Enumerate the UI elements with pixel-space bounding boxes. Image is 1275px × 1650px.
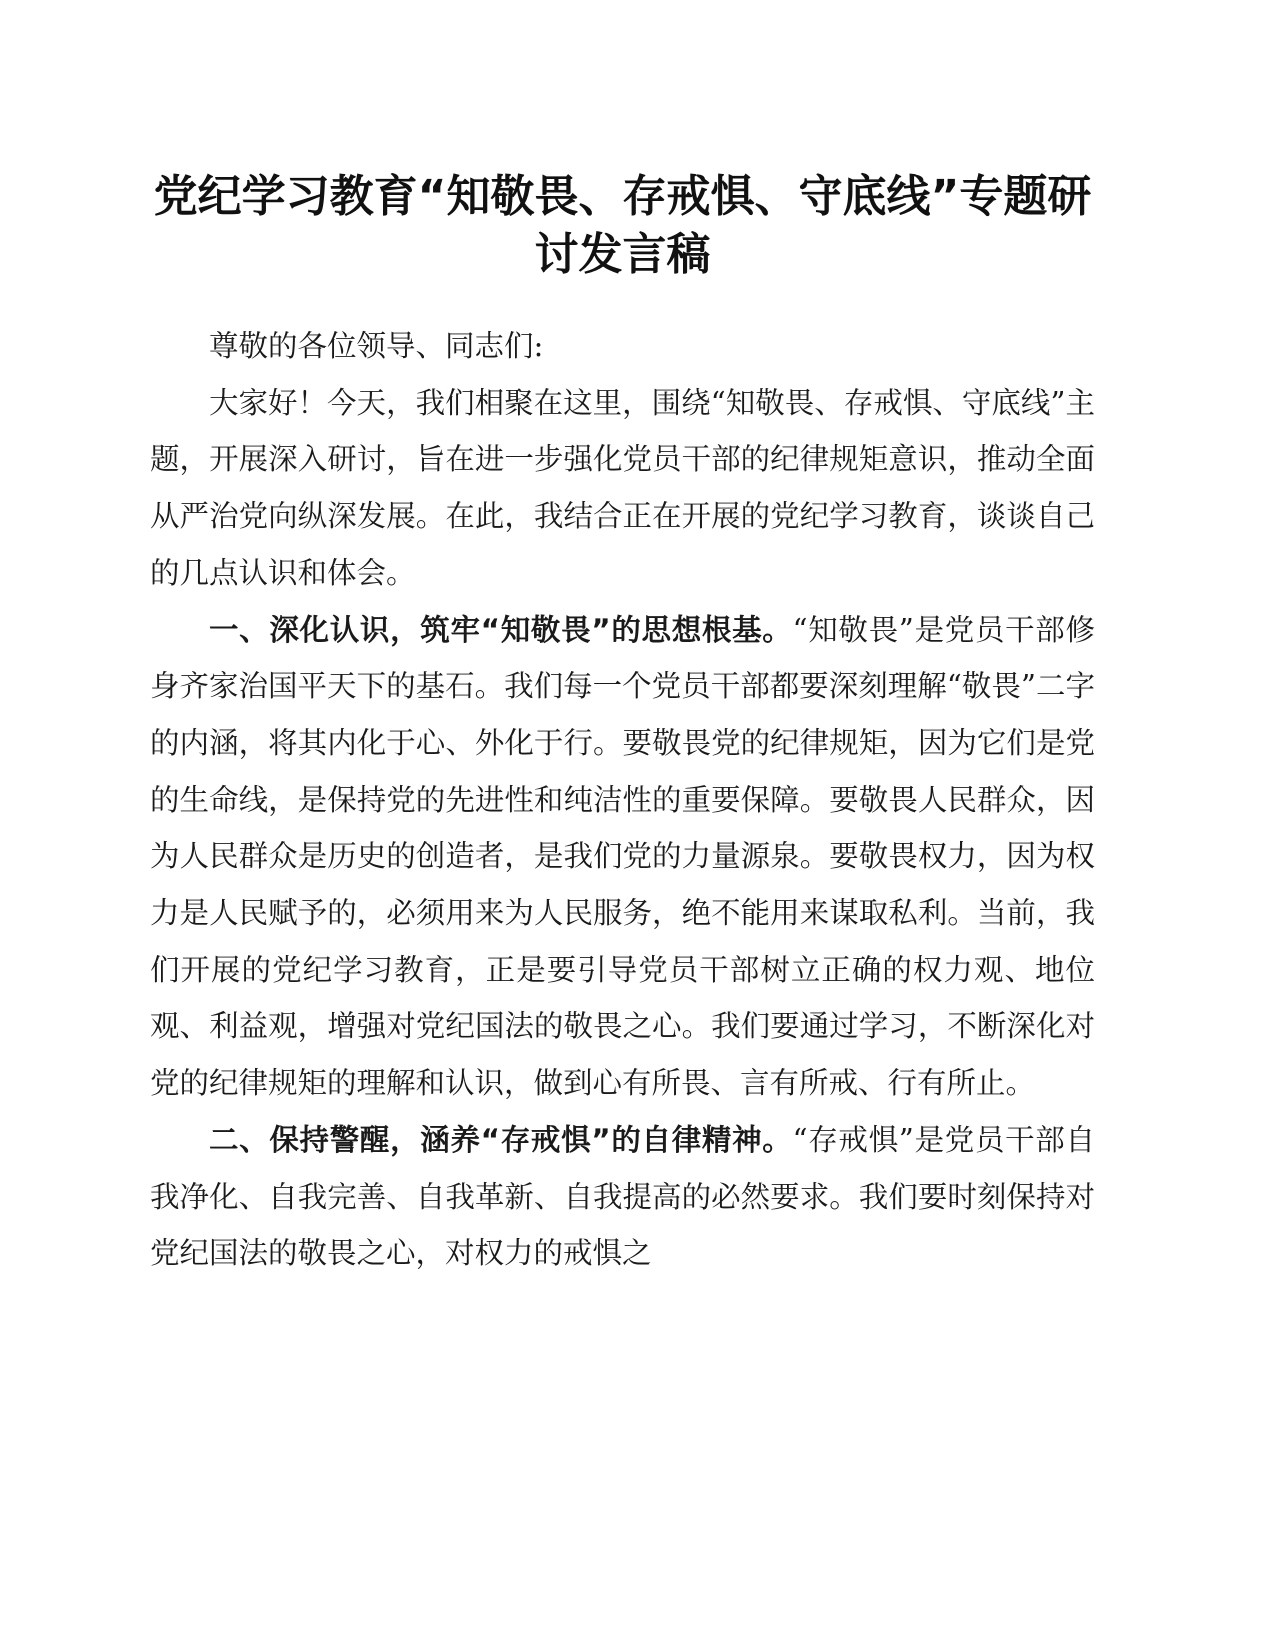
section-paragraph-1 <box>150 602 1095 1112</box>
section-paragraph-2 <box>150 1112 1095 1282</box>
document-title: 党纪学习教育“知敬畏、存戒惧、守底线”专题研讨发言稿 <box>153 171 1092 280</box>
document-body <box>150 318 1095 1282</box>
section-text-1: “知敬畏”是党员干部修身齐家治国平天下的基石。我们每一个党员干部都要深刻理解“敬畏”二字的内涵，将其内化于心、外化于行。要敬畏党的纪律规矩，因为它们是党的生命线，是保持党的先进性和纯洁性的重要保障。要敬畏人民群众，因为人民群众是历史的创造者，是我们党的力量源泉。要敬畏权力，因为权力是人民赋予的，必须用来为人民服务，绝不能用来谋取私利。当前，我们开展的党纪学习教育，正是要引导党员干部树立正确的权力观、地位观、利益观，增强对党纪国法的敬畏之心。我们要通过学习，不断深化对党的纪律规矩的理解和认识，做到心有所畏、言有所戒、行有所止。 <box>150 612 1095 1101</box>
salutation: 尊敬的各位领导、同志们: <box>209 329 544 363</box>
section-text-2: “存戒惧”是党员干部自我净化、自我完善、自我革新、自我提高的必然要求。我们要时刻保持对党纪国法的敬畏之心，对权力的戒惧之 <box>150 1122 1095 1271</box>
section-heading-2: 二、保持警醒，涵养“存戒惧”的自律精神。 <box>209 1122 793 1157</box>
intro-paragraph: 大家好！今天，我们相聚在这里，围绕“知敬畏、存戒惧、守底线”主题，开展深入研讨，旨在进一步强化党员干部的纪律规矩意识，推动全面从严治党向纵深发展。在此，我结合正在开展的党纪学习教育，谈谈自己的几点认识和体会。 <box>150 385 1095 590</box>
section-heading-1: 一、深化认识，筑牢“知敬畏”的思想根基。 <box>209 612 793 647</box>
